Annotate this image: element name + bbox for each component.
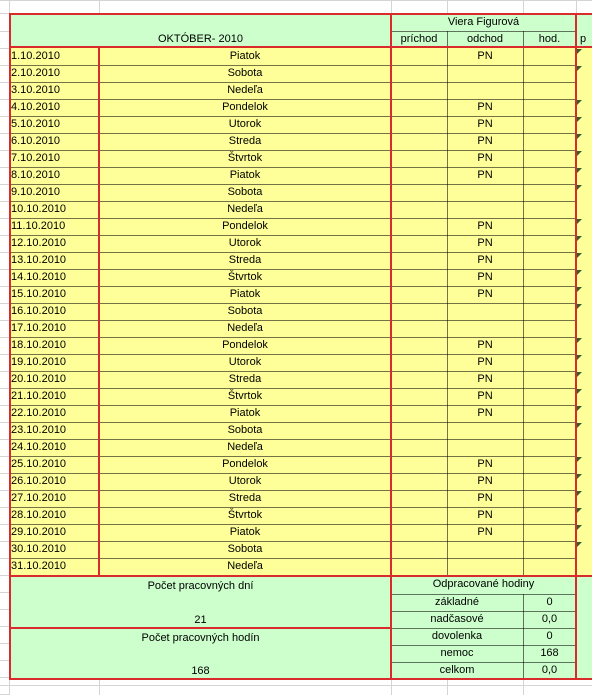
- date-cell[interactable]: 21.10.2010: [10, 388, 99, 405]
- hours-cell[interactable]: [523, 235, 576, 252]
- red-border: [9, 575, 592, 577]
- date-cell[interactable]: 8.10.2010: [10, 167, 99, 184]
- hours-cell[interactable]: [523, 405, 576, 422]
- grid-line: [0, 685, 592, 686]
- arrival-cell[interactable]: [391, 388, 447, 405]
- hours-cell[interactable]: [523, 371, 576, 388]
- hours-cell[interactable]: [523, 99, 576, 116]
- hours-cell[interactable]: [523, 133, 576, 150]
- summary-item-label[interactable]: nadčasové: [391, 611, 523, 628]
- working-hours-label: Počet pracovných hodín: [141, 632, 260, 644]
- grid-line: [99, 0, 100, 14]
- arrival-cell[interactable]: [391, 269, 447, 286]
- hours-cell[interactable]: [523, 422, 576, 439]
- grid-line: [523, 679, 524, 695]
- grid-line: [0, 0, 592, 1]
- departure-cell[interactable]: PN: [447, 48, 523, 65]
- hours-cell[interactable]: [523, 150, 576, 167]
- summary-item-value[interactable]: 168: [523, 645, 576, 662]
- weekday-cell[interactable]: Piatok: [99, 405, 391, 422]
- comment-indicator-icon: [577, 253, 582, 258]
- date-cell[interactable]: 16.10.2010: [10, 303, 99, 320]
- weekday-cell[interactable]: Nedeľa: [99, 82, 391, 99]
- date-cell[interactable]: 19.10.2010: [10, 354, 99, 371]
- row-separator: [10, 286, 576, 287]
- row-separator: [391, 645, 576, 646]
- date-cell[interactable]: 18.10.2010: [10, 337, 99, 354]
- working-hours-value: 168: [191, 665, 210, 677]
- weekday-cell[interactable]: Pondelok: [99, 218, 391, 235]
- hours-cell[interactable]: [523, 303, 576, 320]
- weekday-cell[interactable]: Streda: [99, 490, 391, 507]
- row-separator: [10, 167, 576, 168]
- row-separator: [10, 354, 576, 355]
- date-cell[interactable]: 1.10.2010: [10, 48, 99, 65]
- summary-item-value[interactable]: 0: [523, 594, 576, 611]
- arrival-cell[interactable]: [391, 337, 447, 354]
- arrival-cell[interactable]: [391, 133, 447, 150]
- weekday-cell[interactable]: Pondelok: [99, 99, 391, 116]
- weekday-cell[interactable]: Nedeľa: [99, 201, 391, 218]
- row-separator: [10, 558, 576, 559]
- weekday-cell[interactable]: Sobota: [99, 422, 391, 439]
- arrival-cell[interactable]: [391, 541, 447, 558]
- departure-cell[interactable]: PN: [447, 235, 523, 252]
- red-border: [9, 13, 11, 680]
- weekday-cell[interactable]: Streda: [99, 133, 391, 150]
- comment-indicator-icon: [577, 355, 582, 360]
- hours-cell[interactable]: [523, 320, 576, 337]
- arrival-cell[interactable]: [391, 354, 447, 371]
- date-cell[interactable]: 27.10.2010: [10, 490, 99, 507]
- comment-indicator-icon: [577, 491, 582, 496]
- summary-item-label[interactable]: nemoc: [391, 645, 523, 662]
- comment-indicator-icon: [577, 270, 582, 275]
- hours-cell[interactable]: [523, 337, 576, 354]
- arrival-cell[interactable]: [391, 201, 447, 218]
- row-separator: [10, 388, 576, 389]
- red-border: [9, 46, 592, 48]
- next-employee-cell[interactable]: [576, 320, 592, 337]
- col-header-hours[interactable]: hod.: [523, 31, 576, 47]
- arrival-cell[interactable]: [391, 422, 447, 439]
- hours-cell[interactable]: [523, 524, 576, 541]
- summary-item-value[interactable]: 0,0: [523, 611, 576, 628]
- grid-line: [391, 0, 392, 14]
- row-separator: [10, 99, 576, 100]
- hours-cell[interactable]: [523, 269, 576, 286]
- departure-cell[interactable]: PN: [447, 405, 523, 422]
- row-separator: [10, 303, 576, 304]
- weekday-cell[interactable]: Piatok: [99, 167, 391, 184]
- comment-indicator-icon: [577, 525, 582, 530]
- comment-indicator-icon: [577, 508, 582, 513]
- col-separator: [447, 31, 448, 576]
- next-employee-header[interactable]: [576, 14, 592, 31]
- working-days-label: Počet pracovných dní: [147, 580, 254, 592]
- date-cell[interactable]: 29.10.2010: [10, 524, 99, 541]
- comment-indicator-icon: [577, 287, 582, 292]
- hours-cell[interactable]: [523, 439, 576, 456]
- date-cell[interactable]: 30.10.2010: [10, 541, 99, 558]
- weekday-cell[interactable]: Štvrtok: [99, 269, 391, 286]
- working-days-value: 21: [194, 614, 207, 626]
- col-header-arrival[interactable]: príchod: [391, 31, 447, 47]
- date-cell[interactable]: 26.10.2010: [10, 473, 99, 490]
- date-cell[interactable]: 17.10.2010: [10, 320, 99, 337]
- working-hours-cell[interactable]: [10, 628, 391, 679]
- row-separator: [10, 252, 576, 253]
- next-employee-cell[interactable]: [576, 558, 592, 575]
- departure-cell[interactable]: PN: [447, 167, 523, 184]
- arrival-cell[interactable]: [391, 116, 447, 133]
- departure-cell[interactable]: [447, 439, 523, 456]
- red-border: [9, 627, 391, 629]
- comment-indicator-icon: [577, 406, 582, 411]
- arrival-cell[interactable]: [391, 405, 447, 422]
- comment-indicator-icon: [577, 134, 582, 139]
- weekday-cell[interactable]: Utorok: [99, 235, 391, 252]
- hours-cell[interactable]: [523, 558, 576, 575]
- date-cell[interactable]: 12.10.2010: [10, 235, 99, 252]
- departure-cell[interactable]: PN: [447, 473, 523, 490]
- date-cell[interactable]: 24.10.2010: [10, 439, 99, 456]
- row-separator: [10, 65, 576, 66]
- date-cell[interactable]: 7.10.2010: [10, 150, 99, 167]
- date-cell[interactable]: 11.10.2010: [10, 218, 99, 235]
- comment-indicator-icon: [577, 151, 582, 156]
- arrival-cell[interactable]: [391, 320, 447, 337]
- row-separator: [10, 524, 576, 525]
- departure-cell[interactable]: PN: [447, 116, 523, 133]
- weekday-cell[interactable]: Sobota: [99, 65, 391, 82]
- arrival-cell[interactable]: [391, 490, 447, 507]
- departure-cell[interactable]: PN: [447, 524, 523, 541]
- summary-item-label[interactable]: dovolenka: [391, 628, 523, 645]
- col-header-departure[interactable]: odchod: [447, 31, 523, 47]
- weekday-cell[interactable]: Nedeľa: [99, 558, 391, 575]
- comment-indicator-icon: [577, 49, 582, 54]
- hours-cell[interactable]: [523, 201, 576, 218]
- arrival-cell[interactable]: [391, 167, 447, 184]
- departure-cell[interactable]: [447, 303, 523, 320]
- date-cell[interactable]: 3.10.2010: [10, 82, 99, 99]
- month-title: OKTÓBER- 2010: [158, 33, 243, 45]
- departure-cell[interactable]: [447, 65, 523, 82]
- next-employee-cell[interactable]: [576, 439, 592, 456]
- departure-cell[interactable]: PN: [447, 371, 523, 388]
- hours-cell[interactable]: [523, 473, 576, 490]
- next-employee-cell[interactable]: [576, 201, 592, 218]
- departure-cell[interactable]: [447, 320, 523, 337]
- summary-item-value[interactable]: 0: [523, 628, 576, 645]
- date-cell[interactable]: 9.10.2010: [10, 184, 99, 201]
- comment-indicator-icon: [577, 117, 582, 122]
- weekday-cell[interactable]: Streda: [99, 371, 391, 388]
- departure-cell[interactable]: PN: [447, 388, 523, 405]
- row-separator: [10, 133, 576, 134]
- weekday-cell[interactable]: Pondelok: [99, 337, 391, 354]
- row-separator: [10, 320, 576, 321]
- row-separator: [391, 31, 576, 32]
- comment-indicator-icon: [577, 185, 582, 190]
- row-separator: [10, 405, 576, 406]
- date-cell[interactable]: 25.10.2010: [10, 456, 99, 473]
- row-separator: [10, 456, 576, 457]
- row-separator: [10, 422, 576, 423]
- weekday-cell[interactable]: Štvrtok: [99, 507, 391, 524]
- hours-cell[interactable]: [523, 252, 576, 269]
- grid-line: [523, 0, 524, 14]
- row-separator: [10, 82, 576, 83]
- arrival-cell[interactable]: [391, 184, 447, 201]
- departure-cell[interactable]: PN: [447, 286, 523, 303]
- weekday-cell[interactable]: Utorok: [99, 354, 391, 371]
- comment-indicator-icon: [577, 423, 582, 428]
- row-separator: [10, 541, 576, 542]
- comment-indicator-icon: [577, 219, 582, 224]
- departure-cell[interactable]: PN: [447, 252, 523, 269]
- departure-cell[interactable]: PN: [447, 337, 523, 354]
- arrival-cell[interactable]: [391, 65, 447, 82]
- date-cell[interactable]: 14.10.2010: [10, 269, 99, 286]
- weekday-cell[interactable]: Nedeľa: [99, 439, 391, 456]
- hours-cell[interactable]: [523, 507, 576, 524]
- next-col-header[interactable]: p: [576, 31, 592, 47]
- date-cell[interactable]: 13.10.2010: [10, 252, 99, 269]
- row-separator: [10, 218, 576, 219]
- date-cell[interactable]: 31.10.2010: [10, 558, 99, 575]
- comment-indicator-icon: [577, 457, 582, 462]
- hours-cell[interactable]: [523, 218, 576, 235]
- arrival-cell[interactable]: [391, 439, 447, 456]
- comment-indicator-icon: [577, 100, 582, 105]
- employee-name: Viera Figurová: [447, 16, 520, 28]
- grid-line: [576, 0, 577, 14]
- hours-cell[interactable]: [523, 116, 576, 133]
- comment-indicator-icon: [577, 372, 582, 377]
- date-cell[interactable]: 22.10.2010: [10, 405, 99, 422]
- next-employee-cell[interactable]: [576, 82, 592, 99]
- comment-indicator-icon: [577, 338, 582, 343]
- arrival-cell[interactable]: [391, 150, 447, 167]
- red-border: [98, 46, 100, 577]
- departure-cell[interactable]: PN: [447, 269, 523, 286]
- hours-cell[interactable]: [523, 354, 576, 371]
- departure-cell[interactable]: [447, 422, 523, 439]
- comment-indicator-icon: [577, 66, 582, 71]
- comment-indicator-icon: [577, 168, 582, 173]
- departure-cell[interactable]: PN: [447, 133, 523, 150]
- row-separator: [391, 662, 576, 663]
- departure-cell[interactable]: [447, 184, 523, 201]
- row-separator: [10, 116, 576, 117]
- row-separator: [391, 611, 576, 612]
- weekday-cell[interactable]: Piatok: [99, 48, 391, 65]
- row-separator: [391, 594, 576, 595]
- comment-indicator-icon: [577, 389, 582, 394]
- row-separator: [10, 473, 576, 474]
- comment-indicator-icon: [577, 474, 582, 479]
- weekday-cell[interactable]: Štvrtok: [99, 388, 391, 405]
- date-cell[interactable]: 28.10.2010: [10, 507, 99, 524]
- comment-indicator-icon: [577, 304, 582, 309]
- comment-indicator-icon: [577, 236, 582, 241]
- hours-cell[interactable]: [523, 286, 576, 303]
- departure-cell[interactable]: PN: [447, 490, 523, 507]
- row-separator: [10, 201, 576, 202]
- grid-line: [447, 0, 448, 14]
- weekday-cell[interactable]: Sobota: [99, 541, 391, 558]
- arrival-cell[interactable]: [391, 303, 447, 320]
- hours-cell[interactable]: [523, 456, 576, 473]
- grid-line: [391, 679, 392, 695]
- date-cell[interactable]: 5.10.2010: [10, 116, 99, 133]
- row-separator: [10, 439, 576, 440]
- summary-item-label[interactable]: celkom: [391, 662, 523, 679]
- weekday-cell[interactable]: Pondelok: [99, 456, 391, 473]
- weekday-cell[interactable]: Streda: [99, 252, 391, 269]
- weekday-cell[interactable]: Nedeľa: [99, 320, 391, 337]
- col-separator: [523, 594, 524, 679]
- hours-cell[interactable]: [523, 167, 576, 184]
- row-separator: [10, 337, 576, 338]
- red-border: [9, 678, 592, 680]
- hours-cell[interactable]: [523, 490, 576, 507]
- row-separator: [10, 150, 576, 151]
- date-cell[interactable]: 10.10.2010: [10, 201, 99, 218]
- row-separator: [10, 184, 576, 185]
- arrival-cell[interactable]: [391, 456, 447, 473]
- month-title-cell[interactable]: [10, 14, 391, 47]
- comment-indicator-icon: [577, 542, 582, 547]
- arrival-cell[interactable]: [391, 82, 447, 99]
- arrival-cell[interactable]: [391, 99, 447, 116]
- departure-cell[interactable]: [447, 558, 523, 575]
- departure-cell[interactable]: PN: [447, 507, 523, 524]
- red-border: [9, 13, 592, 15]
- summary-item-value[interactable]: 0,0: [523, 662, 576, 679]
- date-cell[interactable]: 23.10.2010: [10, 422, 99, 439]
- hours-cell[interactable]: [523, 65, 576, 82]
- grid-line: [99, 679, 100, 695]
- departure-cell[interactable]: [447, 541, 523, 558]
- col-separator: [523, 31, 524, 576]
- arrival-cell[interactable]: [391, 371, 447, 388]
- arrival-cell[interactable]: [391, 286, 447, 303]
- row-separator: [391, 628, 576, 629]
- hours-cell[interactable]: [523, 541, 576, 558]
- red-border: [390, 13, 392, 680]
- arrival-cell[interactable]: [391, 507, 447, 524]
- worked-hours-title[interactable]: Odpracované hodiny: [391, 576, 576, 594]
- weekday-cell[interactable]: Piatok: [99, 286, 391, 303]
- summary-item-label[interactable]: základné: [391, 594, 523, 611]
- departure-cell[interactable]: PN: [447, 99, 523, 116]
- hours-cell[interactable]: [523, 184, 576, 201]
- departure-cell[interactable]: PN: [447, 354, 523, 371]
- date-cell[interactable]: 15.10.2010: [10, 286, 99, 303]
- weekday-cell[interactable]: Štvrtok: [99, 150, 391, 167]
- row-separator: [10, 269, 576, 270]
- arrival-cell[interactable]: [391, 235, 447, 252]
- weekday-cell[interactable]: Sobota: [99, 303, 391, 320]
- row-separator: [10, 490, 576, 491]
- hours-cell[interactable]: [523, 82, 576, 99]
- arrival-cell[interactable]: [391, 218, 447, 235]
- arrival-cell[interactable]: [391, 558, 447, 575]
- weekday-cell[interactable]: Sobota: [99, 184, 391, 201]
- employee-name-cell[interactable]: [391, 14, 576, 31]
- date-cell[interactable]: 20.10.2010: [10, 371, 99, 388]
- date-cell[interactable]: 6.10.2010: [10, 133, 99, 150]
- weekday-cell[interactable]: Utorok: [99, 473, 391, 490]
- arrival-cell[interactable]: [391, 473, 447, 490]
- date-cell[interactable]: 4.10.2010: [10, 99, 99, 116]
- weekday-cell[interactable]: Utorok: [99, 116, 391, 133]
- departure-cell[interactable]: PN: [447, 456, 523, 473]
- departure-cell[interactable]: PN: [447, 150, 523, 167]
- grid-line: [447, 679, 448, 695]
- departure-cell[interactable]: [447, 201, 523, 218]
- hours-cell[interactable]: [523, 388, 576, 405]
- working-days-cell[interactable]: [10, 576, 391, 628]
- weekday-cell[interactable]: Piatok: [99, 524, 391, 541]
- arrival-cell[interactable]: [391, 524, 447, 541]
- hours-cell[interactable]: [523, 48, 576, 65]
- departure-cell[interactable]: PN: [447, 218, 523, 235]
- arrival-cell[interactable]: [391, 252, 447, 269]
- row-separator: [10, 371, 576, 372]
- red-border: [575, 13, 577, 680]
- next-summary-column[interactable]: [576, 576, 592, 679]
- date-cell[interactable]: 2.10.2010: [10, 65, 99, 82]
- row-separator: [10, 235, 576, 236]
- arrival-cell[interactable]: [391, 48, 447, 65]
- row-separator: [10, 507, 576, 508]
- departure-cell[interactable]: [447, 82, 523, 99]
